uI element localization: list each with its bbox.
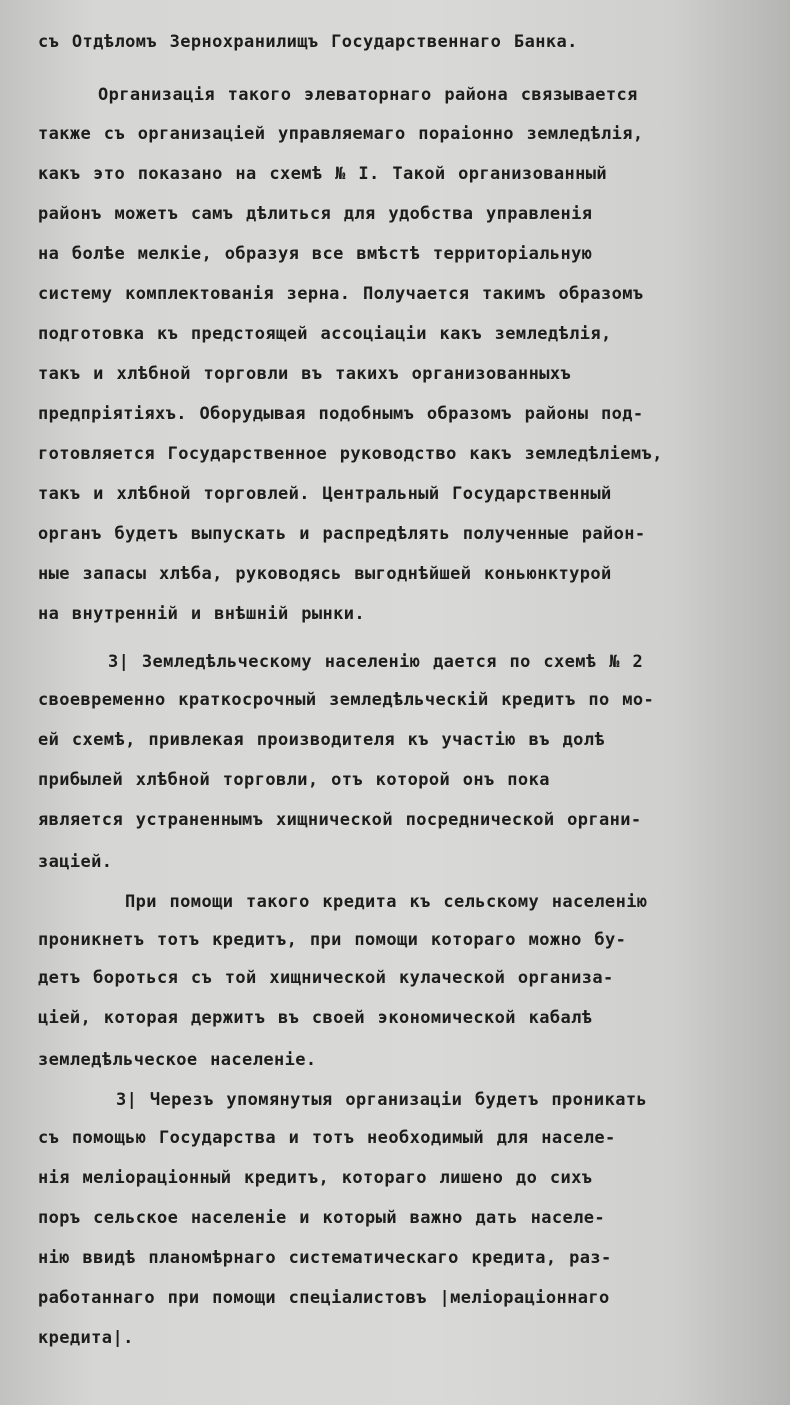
text-line: органъ будетъ выпускать и распредѣлять полученные район- bbox=[38, 524, 646, 544]
text-line: нію ввидѣ планомѣрнаго систематическаго кредита, раз- bbox=[38, 1248, 612, 1268]
text-line: нія меліораціонный кредитъ, котораго лишено до сихъ bbox=[38, 1168, 593, 1188]
text-line: 3| Земледѣльческому населенію дается по схемѣ № 2 bbox=[108, 652, 644, 672]
text-line: районъ можетъ самъ дѣлиться для удобства управленія bbox=[38, 204, 593, 224]
text-line: При помощи такого кредита къ сельскому населенію bbox=[125, 892, 648, 912]
text-line: кредита|. bbox=[38, 1328, 134, 1348]
text-line: съ Отдѣломъ Зернохранилищъ Государственнаго Банка. bbox=[38, 32, 578, 52]
text-line: прибылей хлѣбной торговли, отъ которой онъ пока bbox=[38, 770, 550, 790]
text-line: такъ и хлѣбной торговлей. Центральный Государственный bbox=[38, 484, 612, 504]
text-line: ей схемѣ, привлекая производителя къ участію въ долѣ bbox=[38, 730, 606, 750]
text-line: поръ сельское населеніе и который важно дать населе- bbox=[38, 1208, 606, 1228]
text-line: на внутренній и внѣшній рынки. bbox=[38, 604, 366, 624]
text-line: также съ организаціей управляемаго пораіонно земледѣлія, bbox=[38, 124, 644, 144]
text-line: такъ и хлѣбной торговли въ такихъ организованныхъ bbox=[38, 364, 572, 384]
text-line: 3| Черезъ упомянутыя организаціи будетъ проникать bbox=[116, 1090, 648, 1110]
text-line: проникнетъ тотъ кредитъ, при помощи котораго можно бу- bbox=[38, 930, 627, 950]
text-line: заціей. bbox=[38, 852, 113, 872]
text-line: ные запасы хлѣба, руководясь выгоднѣйшей коньюнктурой bbox=[38, 564, 612, 584]
text-line: работаннаго при помощи спеціалистовъ |меліораціоннаго bbox=[38, 1288, 610, 1308]
text-line: съ помощью Государства и тотъ необходимый для населе- bbox=[38, 1128, 616, 1148]
text-line: на болѣе мелкіе, образуя все вмѣстѣ территоріальную bbox=[38, 244, 593, 264]
text-line: предпріятіяхъ. Оборудывая подобнымъ образомъ районы под- bbox=[38, 404, 644, 424]
text-line: подготовка къ предстоящей ассоціаціи какъ земледѣлія, bbox=[38, 324, 612, 344]
text-line: готовляется Государственное руководство какъ земледѣліемъ, bbox=[38, 444, 663, 464]
text-line: ціей, которая держитъ въ своей экономической кабалѣ bbox=[38, 1008, 593, 1028]
text-line: какъ это показано на схемѣ № I. Такой организованный bbox=[38, 164, 608, 184]
text-line: систему комплектованія зерна. Получается такимъ образомъ bbox=[38, 284, 644, 304]
text-line: земледѣльческое населеніе. bbox=[38, 1050, 317, 1070]
text-line: своевременно краткосрочный земледѣльческій кредитъ по мо- bbox=[38, 690, 655, 710]
text-line: детъ бороться съ той хищнической кулаческой организа- bbox=[38, 968, 614, 988]
text-line: Организація такого элеваторнаго района связывается bbox=[98, 85, 638, 105]
text-line: является устраненнымъ хищнической посреднической органи- bbox=[38, 810, 642, 830]
